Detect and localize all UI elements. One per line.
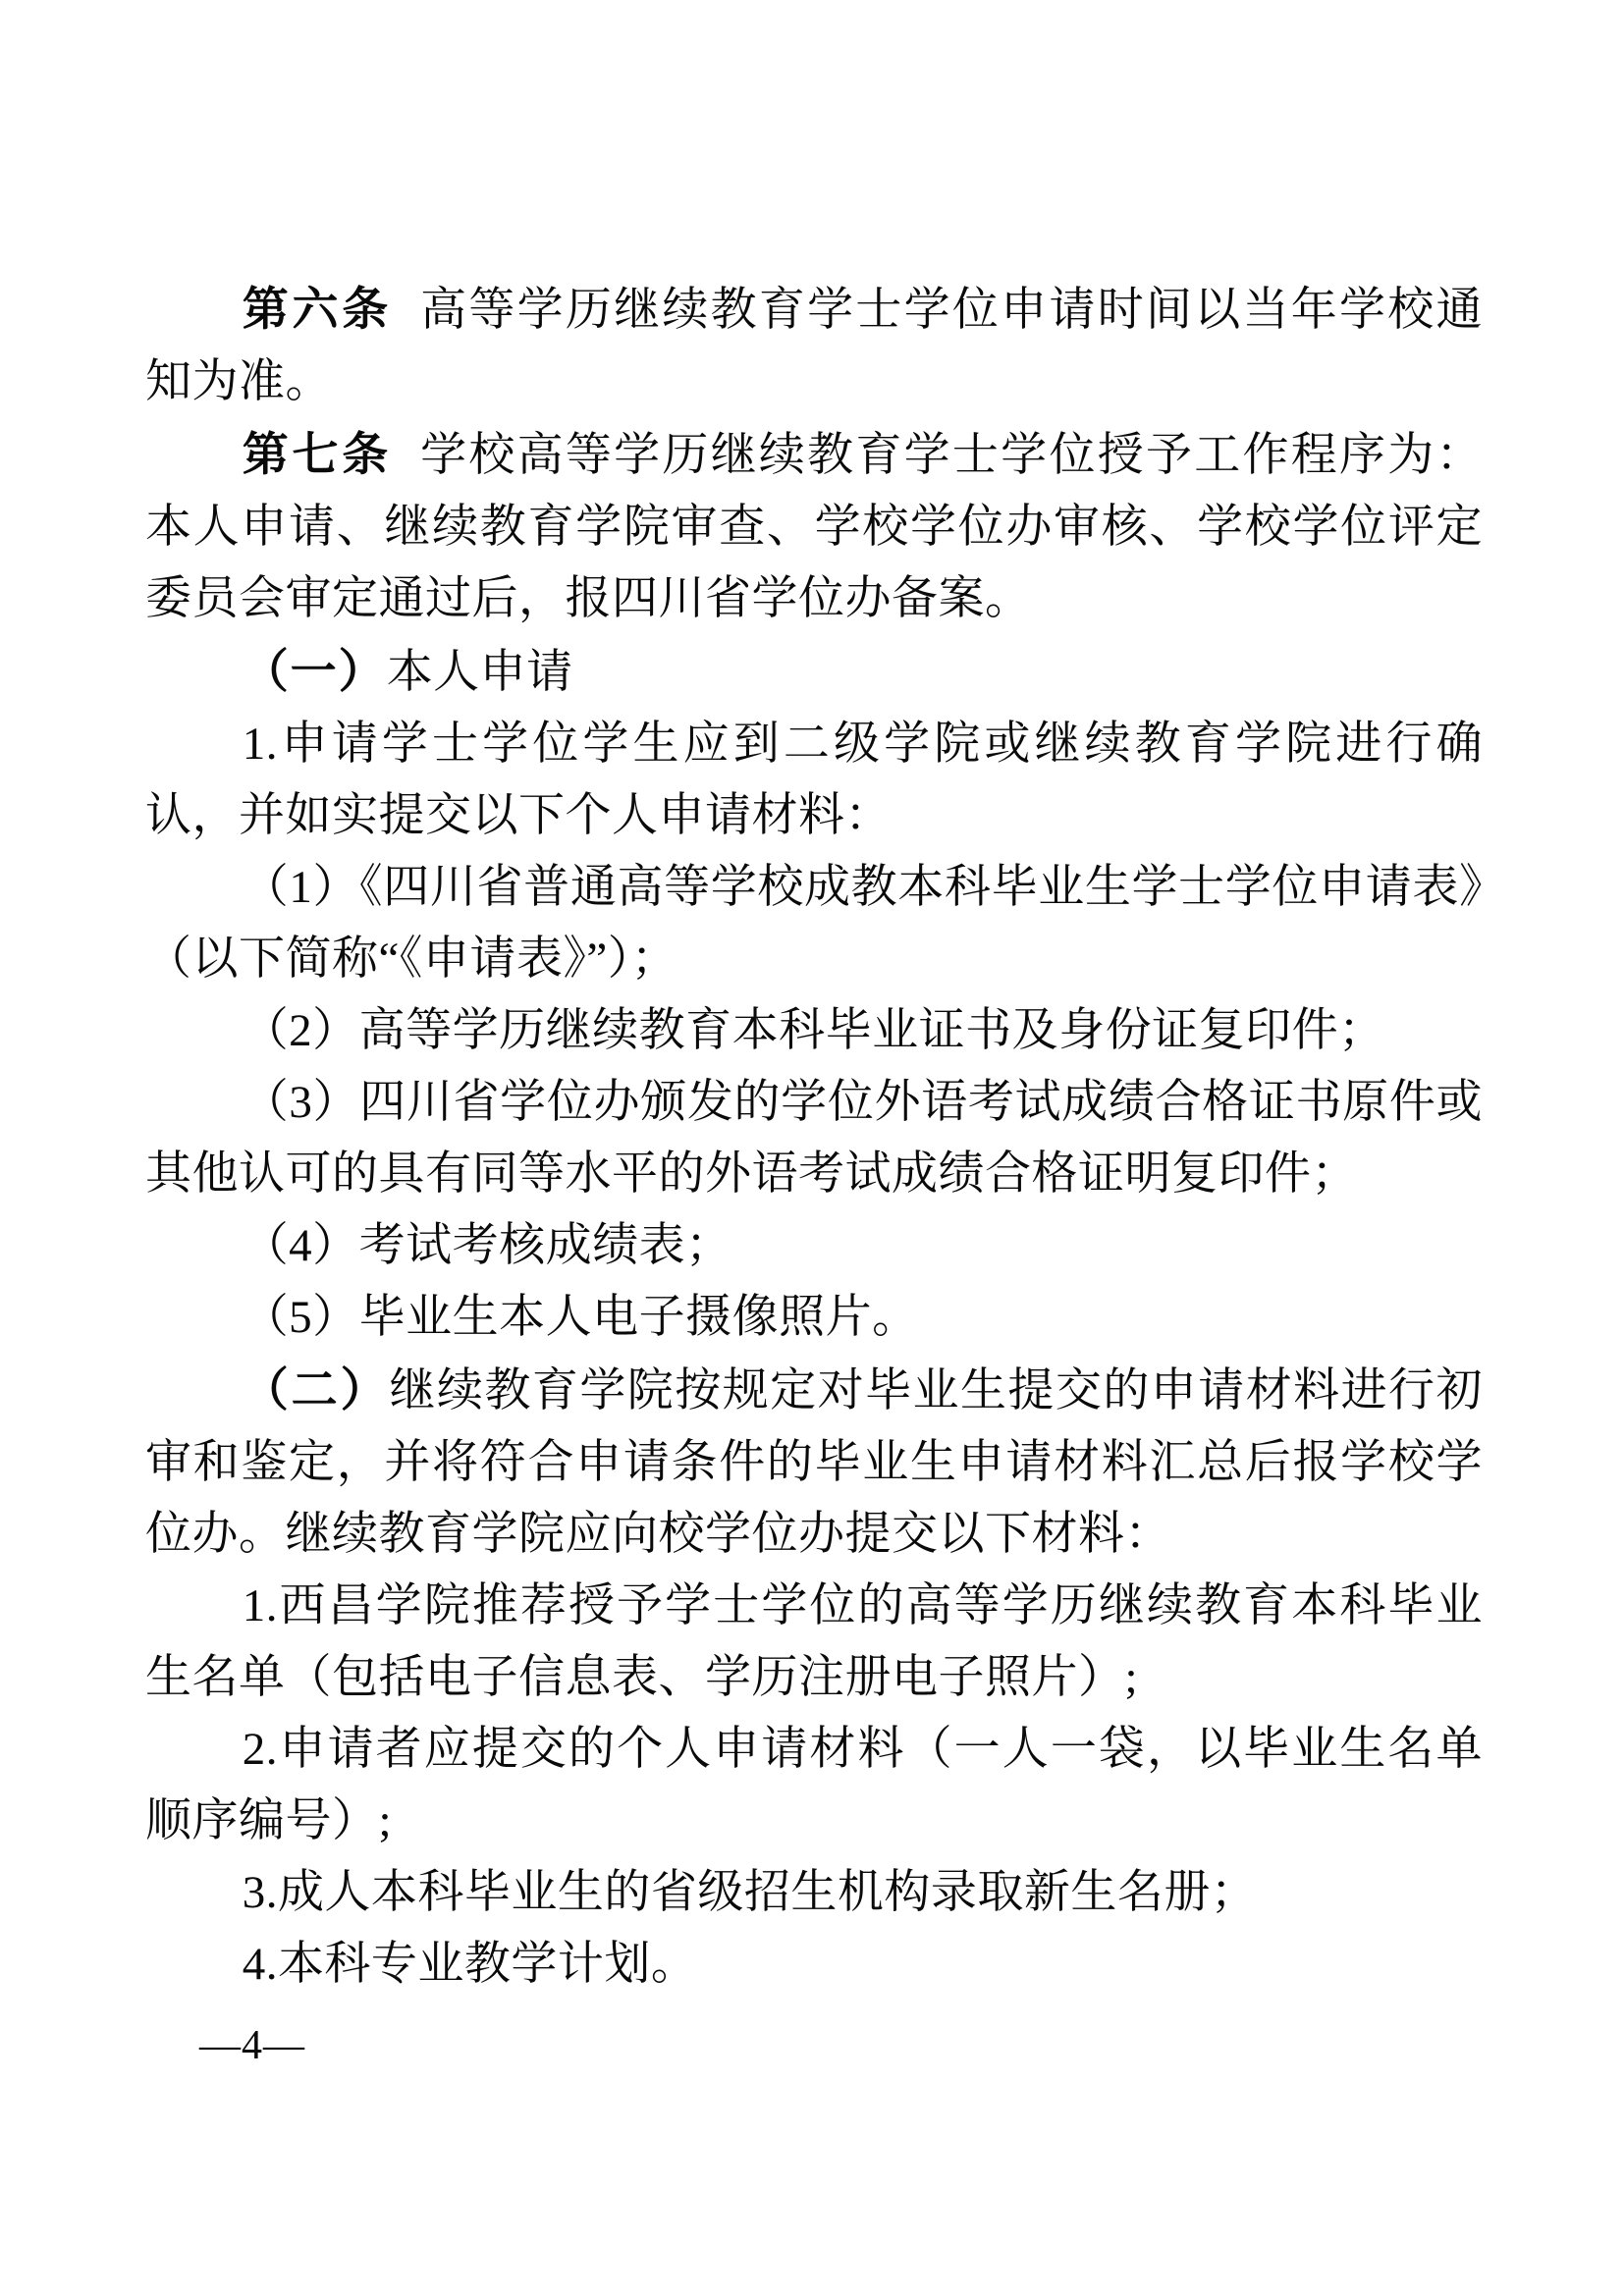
paragraph-text: （4）考试考核成绩表； <box>242 1220 732 1271</box>
paragraph-text: 3.成人本科毕业生的省级招生机构录取新生名册； <box>242 1867 1258 1918</box>
paragraph-text: 本人申请 <box>386 647 573 698</box>
paragraph-lead: 第七条 <box>242 428 392 480</box>
paragraph-text: 4.本科专业教学计划。 <box>242 1939 698 1990</box>
paragraph <box>145 418 1483 635</box>
document-body <box>145 273 1483 2001</box>
paragraph <box>145 995 1483 1067</box>
page-number: —4— <box>199 2023 305 2068</box>
paragraph <box>145 709 1483 852</box>
paragraph <box>145 1929 1483 2001</box>
paragraph-lead: （一） <box>242 645 387 697</box>
paragraph-text: （2）高等学历继续教育本科毕业证书及身份证复印件； <box>242 1005 1385 1056</box>
paragraph-text: （5）毕业生本人电子摄像照片。 <box>242 1292 919 1343</box>
paragraph-text: 高等学历继续教育学士学位申请时间以当年学校通知为准。 <box>145 285 1484 407</box>
paragraph <box>145 852 1483 995</box>
paragraph <box>145 635 1483 709</box>
paragraph-text: （3）四川省学位办颁发的学位外语考试成绩合格证书原件或其他认可的具有同等水平的外语考试成绩合格证明复印件； <box>145 1077 1483 1200</box>
paragraph <box>145 1714 1483 1857</box>
paragraph <box>145 1067 1483 1210</box>
paragraph-text: 学校高等学历继续教育学士学位授予工作程序为：本人申请、继续教育学院审查、学校学位办审核、学校学位评定委员会审定通过后，报四川省学位办备案。 <box>145 430 1484 624</box>
paragraph-text: 1.申请学士学位学生应到二级学院或继续教育学院进行确认，并如实提交以下个人申请材料： <box>145 719 1483 841</box>
paragraph <box>145 1210 1483 1282</box>
paragraph-text: 1.西昌学院推荐授予学士学位的高等学历继续教育本科毕业生名单（包括电子信息表、学历注册电子照片）; <box>145 1580 1483 1703</box>
paragraph-text: 继续教育学院按规定对毕业生提交的申请材料进行初审和鉴定，并将符合申请条件的毕业生申请材料汇总后报学校学位办。继续教育学院应向校学位办提交以下材料： <box>145 1365 1484 1560</box>
paragraph-text: 2.申请者应提交的个人申请材料（一人一袋，以毕业生名单顺序编号）; <box>145 1724 1483 1846</box>
paragraph <box>145 1354 1483 1571</box>
paragraph <box>145 1857 1483 1929</box>
paragraph <box>145 273 1483 418</box>
paragraph-lead: 第六条 <box>242 283 392 335</box>
paragraph-text: （1）《四川省普通高等学校成教本科毕业生学士学位申请表》（以下简称“《申请表》”）； <box>145 862 1483 985</box>
paragraph <box>145 1282 1483 1354</box>
paragraph <box>145 1571 1483 1714</box>
paragraph-lead: （二） <box>242 1363 390 1415</box>
